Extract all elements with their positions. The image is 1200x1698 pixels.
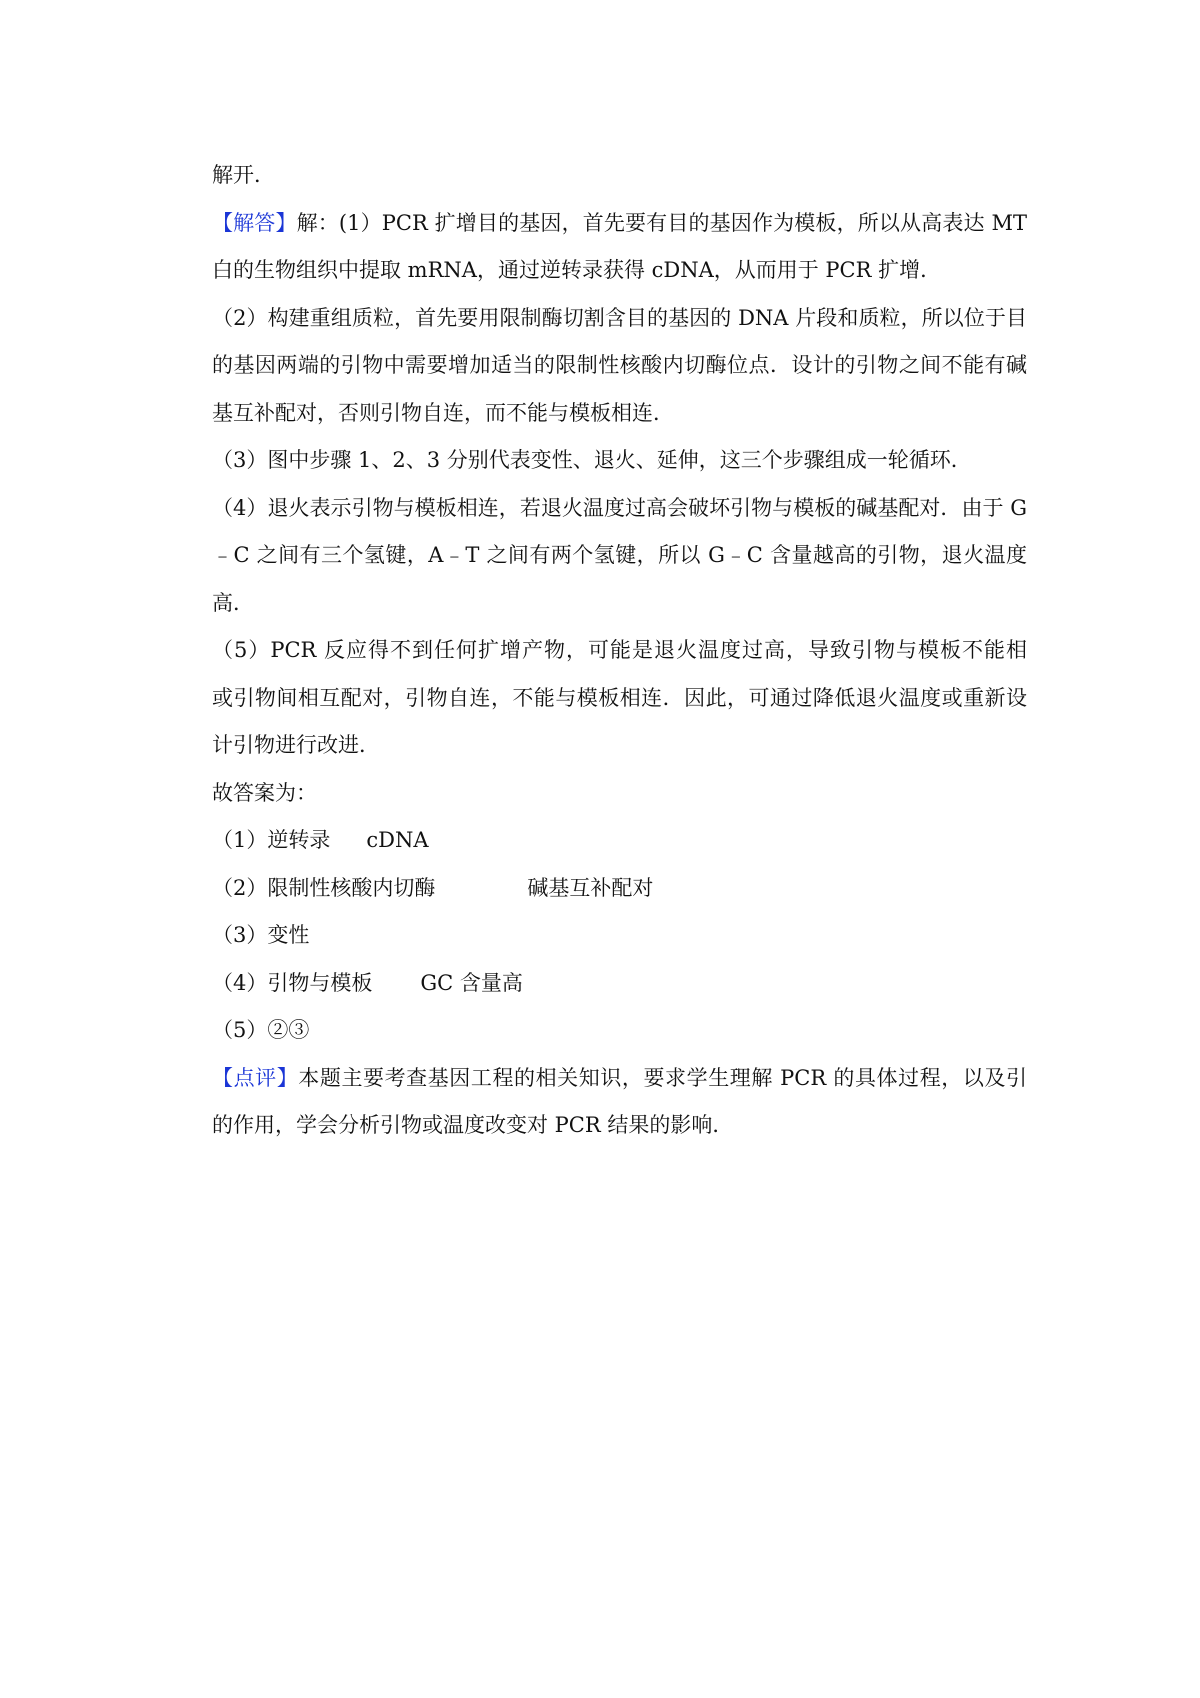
text-line: （4）退火表示引物与模板相连，若退火温度过高会破坏引物与模板的碱基配对．由于 G [212, 495, 1027, 520]
answer-item-2 [212, 865, 1027, 913]
answer-label: （4）引物与模板 [212, 970, 373, 995]
answer-paragraph-line [212, 200, 1027, 248]
answer-item-4 [212, 960, 1027, 1008]
text-line: （3）图中步骤 1、2、3 分别代表变性、退火、延伸，这三个步骤组成一轮循环． [212, 448, 972, 472]
text-line: 计引物进行改进． [212, 733, 380, 757]
answer-value: GC 含量高 [420, 970, 523, 995]
document-page [212, 152, 1027, 1150]
answer-item-5: （5）②③ [212, 1018, 310, 1042]
answer-label: （2）限制性核酸内切酶 [212, 875, 436, 900]
answer-item-1 [212, 817, 1027, 865]
text-line: 或引物间相互配对，引物自连，不能与模板相连．因此，可通过降低退火温度或重新设 [212, 685, 1027, 710]
review-paragraph-line [212, 1055, 1027, 1103]
text-line: （2）构建重组质粒，首先要用限制酶切割含目的基因的 DNA 片段和质粒，所以位于目 [212, 305, 1027, 330]
text-span: 本题主要考查基因工程的相关知识，要求学生理解 PCR 的具体过程，以及引 [298, 1065, 1027, 1090]
text-line: 高． [212, 590, 254, 615]
answer-value: 碱基互补配对 [527, 875, 654, 900]
text-line: 的基因两端的引物中需要增加适当的限制性核酸内切酶位点．设计的引物之间不能有碱 [212, 353, 1027, 377]
review-tag: 【点评】 [212, 1065, 299, 1090]
text-line: 白的生物组织中提取 mRNA，通过逆转录获得 cDNA，从而用于 PCR 扩增． [212, 258, 942, 282]
text-line: ﹣C 之间有三个氢键，A﹣T 之间有两个氢键，所以 G﹣C 含量越高的引物，退火温度 [212, 543, 1027, 567]
answer-item-3: （3）变性 [212, 923, 310, 947]
text-line: 解开． [212, 163, 275, 187]
text-line: （5）PCR 反应得不到任何扩增产物，可能是退火温度过高，导致引物与模板不能相 [212, 638, 1027, 662]
answer-value: cDNA [366, 828, 429, 852]
text-line: 的作用，学会分析引物或温度改变对 PCR 结果的影响． [212, 1113, 734, 1137]
answer-label: （1）逆转录 [212, 828, 331, 852]
answers-heading: 故答案为： [212, 780, 317, 805]
text-span: 解：(1）PCR 扩增目的基因，首先要有目的基因作为模板，所以从高表达 MT [296, 210, 1027, 235]
text-line: 基互补配对，否则引物自连，而不能与模板相连． [212, 400, 674, 425]
answer-tag: 【解答】 [212, 210, 297, 235]
